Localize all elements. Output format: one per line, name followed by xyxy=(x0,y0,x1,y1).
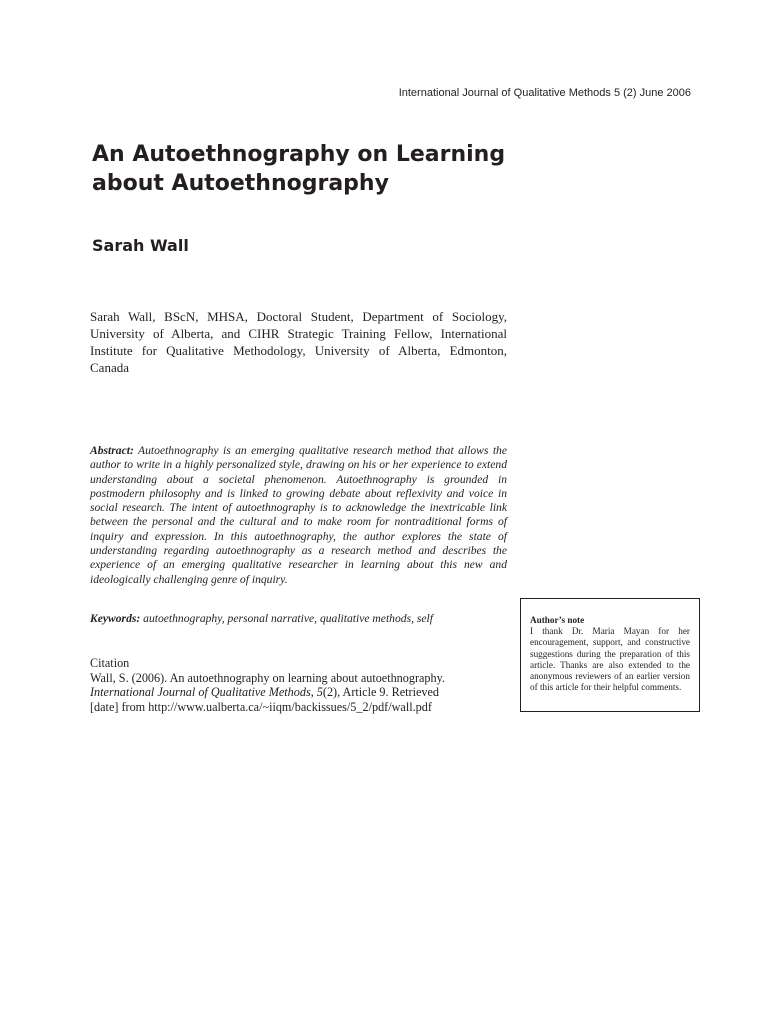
author-name: Sarah Wall xyxy=(92,236,189,255)
keywords xyxy=(90,612,510,625)
citation-line-2 xyxy=(90,685,510,700)
citation-label: Citation xyxy=(90,656,130,670)
keywords-text: autoethnography, personal narrative, qualitative methods, self xyxy=(143,612,433,625)
abstract-text: Autoethnography is an emerging qualitative research method that allows the author to write in a highly personalized style, drawing on his or her experience to extend understanding about a societal phenomenon. Autoethnography is grounded in postmodern philosophy and is linked to growing debate about reflexivity and voice in social research. The intent of autoethnography is to acknowledge the inextricable link between the personal and the cultural and to make room for nontraditional forms of inquiry and expression. In this autoethnography, the author explores the state of understanding regarding autoethnography as a research method and describes the experience of an emerging qualitative researcher in learning about this new and ideologically challenging genre of inquiry. xyxy=(90,444,507,586)
abstract-label: Abstract: xyxy=(90,444,134,457)
abstract xyxy=(90,444,507,587)
authors-note-heading: Author’s note xyxy=(530,615,585,625)
authors-note-text: I thank Dr. Maria Mayan for her encouragement, support, and constructive suggestions during the preparation of this article. Thanks are also extended to the anonymous reviewers of an earlier version of this article for their helpful comments. xyxy=(530,626,690,693)
citation xyxy=(90,656,510,714)
article-title: An Autoethnography on Learning about Autoethnography xyxy=(92,142,506,196)
journal-header: International Journal of Qualitative Methods 5 (2) June 2006 xyxy=(398,87,691,99)
author-affiliation: Sarah Wall, BScN, MHSA, Doctoral Student, Department of Sociology, University of Alberta, and CIHR Strategic Training Fellow, International Institute for Qualitative Methodology, University of Alberta, Edmonton, Canada xyxy=(90,309,507,375)
authors-note-box xyxy=(520,598,700,712)
citation-journal: International Journal of Qualitative Methods xyxy=(90,685,311,699)
citation-line-1: Wall, S. (2006). An autoethnography on learning about autoethnography. xyxy=(90,670,445,685)
citation-line-3[interactable]: [date] from http://www.ualberta.ca/~iiqm/backissues/5_2/pdf/wall.pdf xyxy=(90,699,432,714)
citation-issue-article: (2), Article 9. Retrieved xyxy=(322,685,439,699)
keywords-label: Keywords: xyxy=(90,612,141,625)
citation-separator: , xyxy=(310,685,317,699)
citation-volume: 5 xyxy=(316,685,323,699)
